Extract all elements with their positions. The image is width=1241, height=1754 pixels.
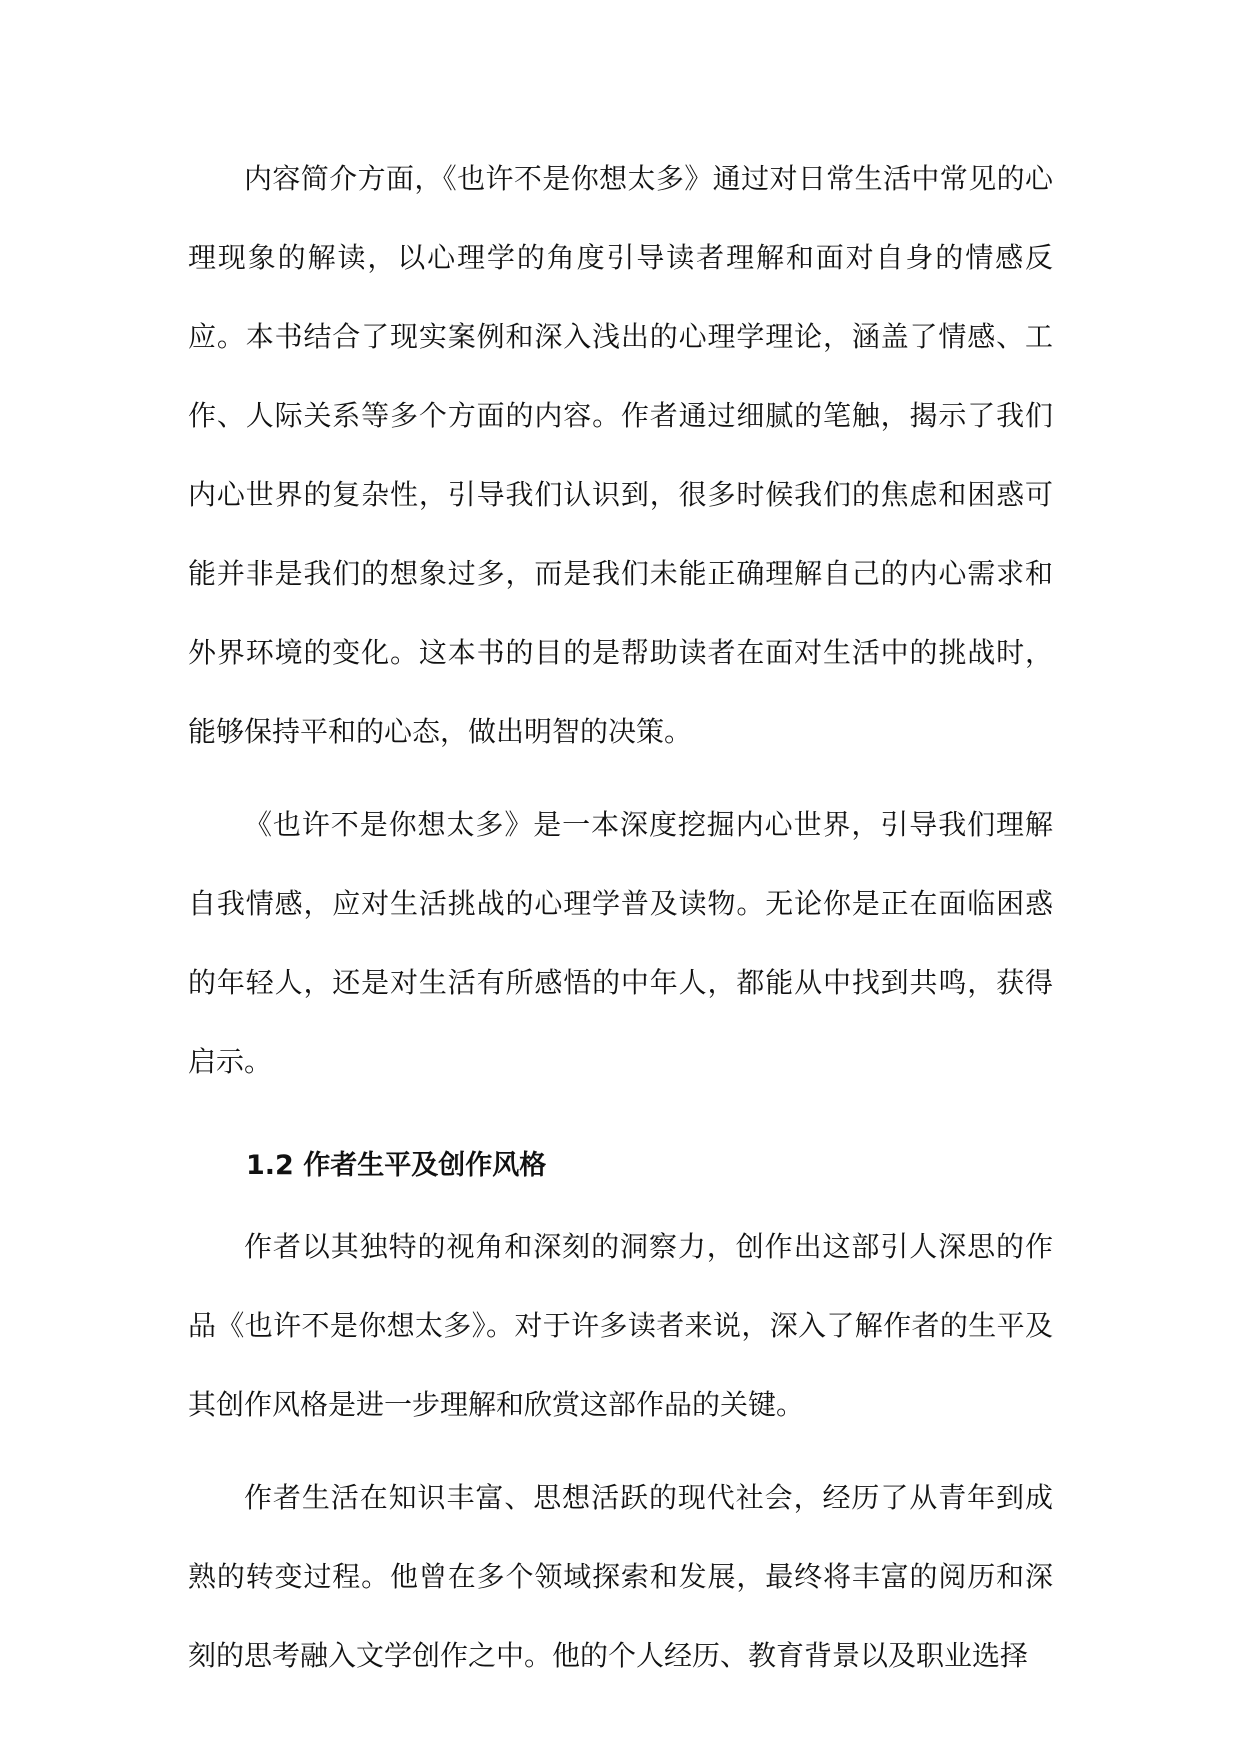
paragraph-book-summary: 内容简介方面，《也许不是你想太多》通过对日常生活中常见的心理现象的解读，以心理学的角度引导读者理解和面对自身的情感反应。本书结合了现实案例和深入浅出的心理学理论，涵盖了情感、工作、人际关系等多个方面的内容。作者通过细腻的笔触，揭示了我们内心世界的复杂性，引导我们认识到，很多时候我们的焦虑和困惑可能并非是我们的想象过多，而是我们未能正确理解自己的内心需求和外界环境的变化。这本书的目的是帮助读者在面对生活中的挑战时，能够保持平和的心态，做出明智的决策。 [188,162,1053,748]
paragraph-author-intro: 作者以其独特的视角和深刻的洞察力，创作出这部引人深思的作品《也许不是你想太多》。对于许多读者来说，深入了解作者的生平及其创作风格是进一步理解和欣赏这部作品的关键。 [188,1230,1053,1421]
section-heading: 1.2 作者生平及创作风格 [246,1150,547,1181]
document-body [188,139,1053,1695]
paragraph-book-overview: 《也许不是你想太多》是一本深度挖掘内心世界，引导我们理解自我情感，应对生活挑战的心理学普及读物。无论你是正在面临困惑的年轻人，还是对生活有所感悟的中年人，都能从中找到共鸣，获得启示。 [188,808,1053,1078]
paragraph-author-life: 作者生活在知识丰富、思想活跃的现代社会，经历了从青年到成熟的转变过程。他曾在多个领域探索和发展，最终将丰富的阅历和深刻的思考融入文学创作之中。他的个人经历、教育背景以及职业选择 [188,1481,1053,1672]
